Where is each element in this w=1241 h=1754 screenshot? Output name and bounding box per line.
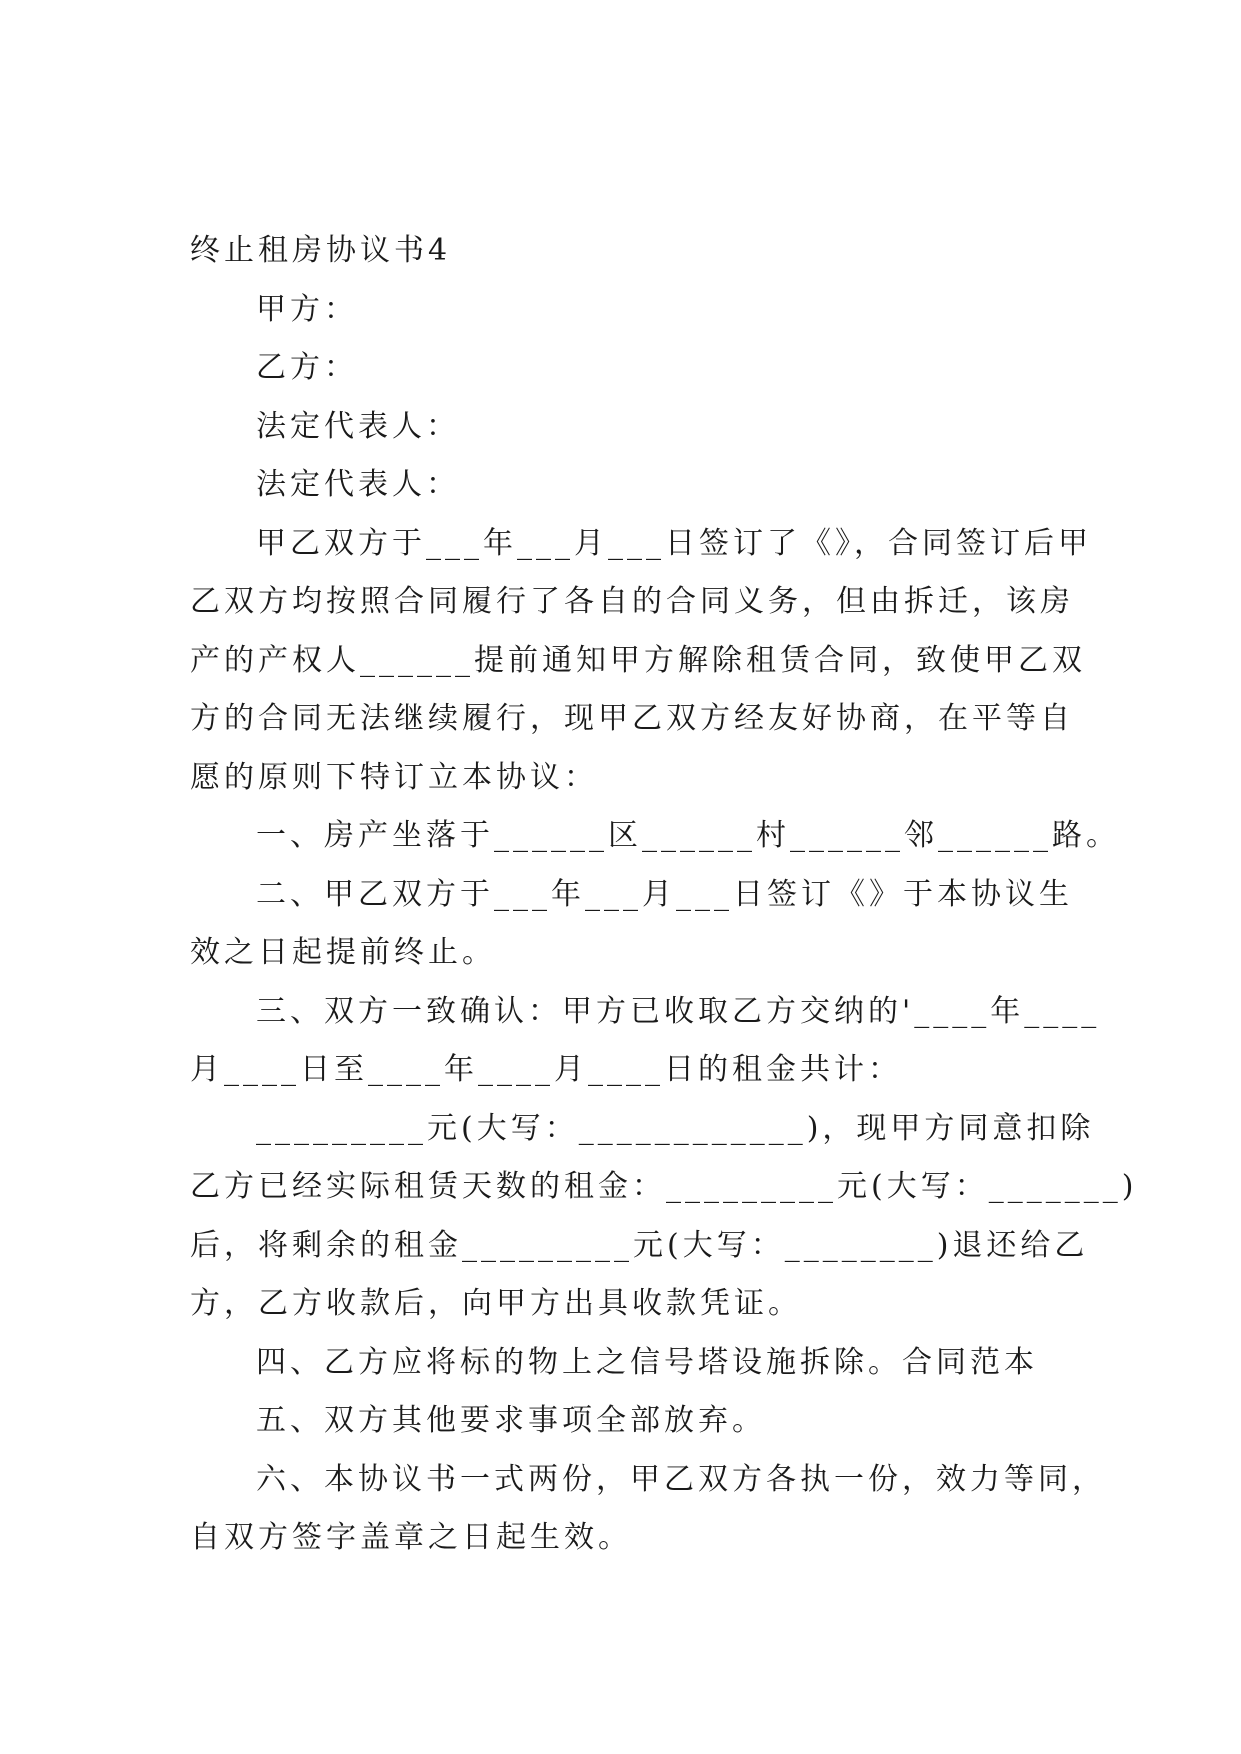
clause-1: 一、房产坐落于______区______村______邻______路。 xyxy=(256,818,1120,853)
clause-4: 四、乙方应将标的物上之信号塔设施拆除。合同范本 xyxy=(256,1344,1038,1380)
clause-3-amount-line: 后，将剩余的租金_________元(大写：________)退还给乙 xyxy=(190,1227,1089,1263)
clause-3-amount-line: 方，乙方收款后，向甲方出具收款凭证。 xyxy=(190,1286,802,1321)
clause-3-amount-line: _________元(大写：____________)，现甲方同意扣除 xyxy=(256,1110,1095,1146)
party-b-line: 乙方： xyxy=(256,350,358,385)
document-body xyxy=(190,222,1138,1568)
clause-3-line: 三、双方一致确认：甲方已收取乙方交纳的'____年____ xyxy=(256,993,1101,1029)
preamble-line: 乙双方均按照合同履行了各自的合同义务，但由拆迁，该房 xyxy=(190,584,1074,619)
clause-6-line: 自双方签字盖章之日起生效。 xyxy=(190,1520,632,1555)
preamble-line: 方的合同无法继续履行，现甲乙双方经友好协商，在平等自 xyxy=(190,701,1074,736)
preamble-line: 产的产权人______提前通知甲方解除租赁合同，致使甲乙双 xyxy=(190,642,1086,678)
clause-2-line: 效之日起提前终止。 xyxy=(190,935,496,970)
clause-5: 五、双方其他要求事项全部放弃。 xyxy=(256,1403,766,1438)
clause-3-line: 月____日至____年____月____日的租金共计： xyxy=(190,1052,902,1087)
preamble-line: 愿的原则下特订立本协议： xyxy=(190,759,598,795)
legal-rep-line-2: 法定代表人： xyxy=(256,467,460,502)
clause-3-amount-line: 乙方已经实际租赁天数的租金：_________元(大写：_______) xyxy=(190,1169,1138,1204)
party-a-line: 甲方： xyxy=(256,291,358,327)
legal-rep-line-1: 法定代表人： xyxy=(256,408,460,444)
document-title: 终止租房协议书4 xyxy=(190,233,452,268)
clause-2-line: 二、甲乙双方于___年___月___日签订《》于本协议生 xyxy=(256,876,1073,912)
clause-6-line: 六、本协议书一式两份，甲乙双方各执一份，效力等同， xyxy=(256,1461,1106,1497)
preamble-line: 甲乙双方于___年___月___日签订了《》，合同签订后甲 xyxy=(256,525,1092,561)
